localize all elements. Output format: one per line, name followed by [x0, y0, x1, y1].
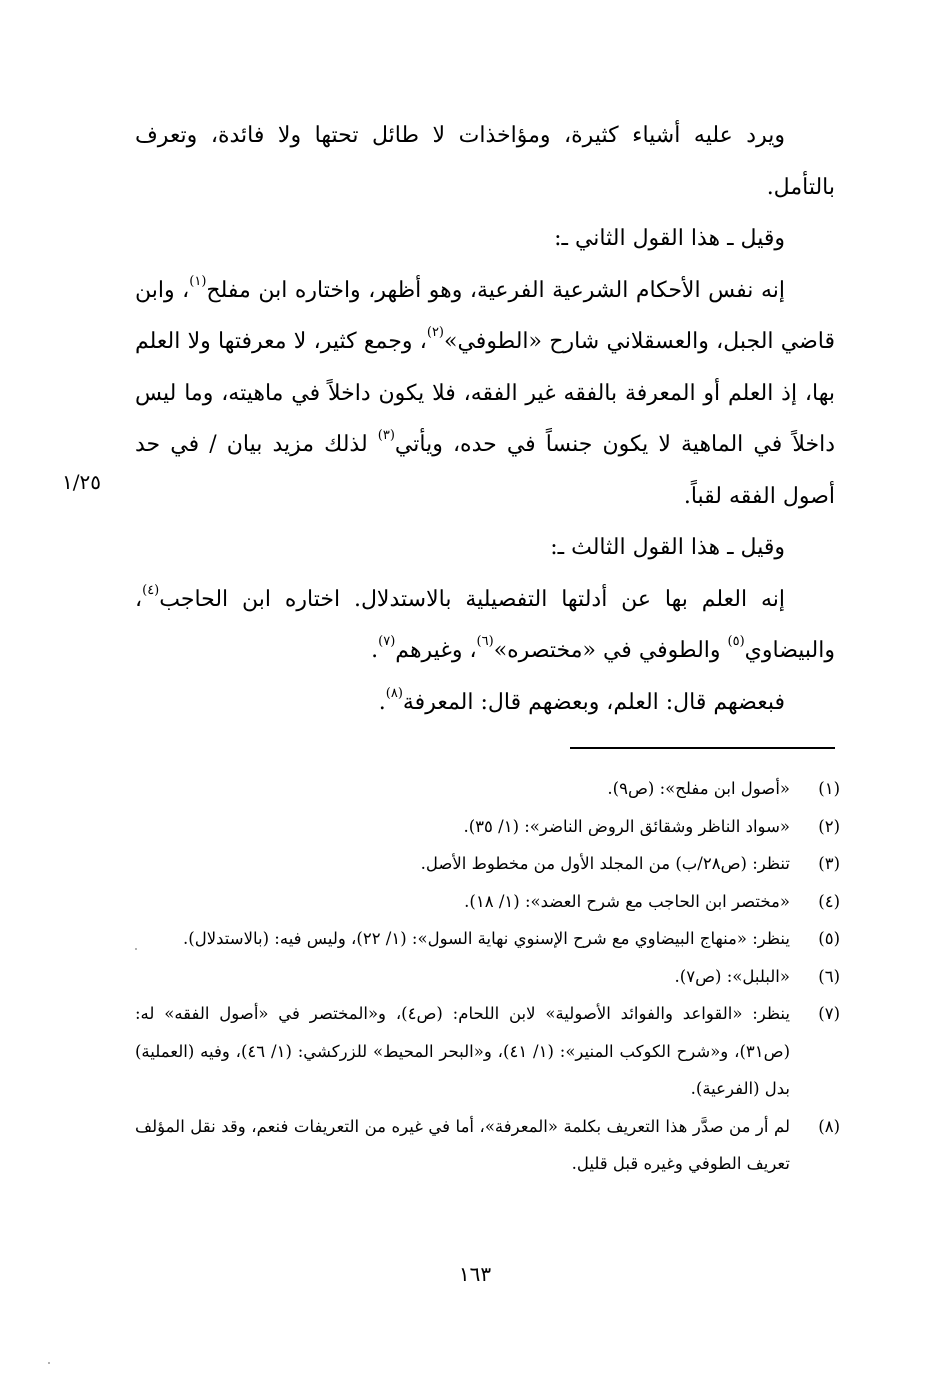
footnote-ref-3[interactable]: (٣): [377, 428, 395, 443]
footnote-number: (٧): [818, 1004, 840, 1023]
footnote-number: (٨): [818, 1116, 840, 1136]
footnote-number: (٤): [818, 891, 840, 911]
footnote-number: (٦): [818, 966, 840, 986]
footnote-number: (٢): [818, 816, 840, 836]
footnote-ref-1[interactable]: (١): [189, 273, 207, 289]
paragraph-2: [135, 213, 835, 265]
paragraph-5-text-d: ، وغيرهم: [395, 638, 477, 663]
footnote-item: [135, 845, 840, 883]
footnote-item: [135, 958, 840, 996]
footnote-text: «البلبل»: (ص٧).: [674, 966, 790, 986]
paragraph-4: [135, 522, 835, 574]
footnote-ref-8[interactable]: (٨): [385, 685, 403, 701]
paragraph-3-text-d: لذلك مزيد بيان / في حد أصول الفقه لقباً.: [135, 432, 835, 509]
page-number: ١٦٣: [458, 1262, 492, 1286]
paragraph-3-text-c: ، وجمع كثير، لا معرفتها ولا العلم بها، إذ العلم أو المعرفة بالفقه غير الفقه، فلا يكون داخلاً في ماهيته، وما ليس داخلاً في الماهية لا يكون جنساً في حده، ويأتي: [135, 329, 835, 457]
paragraph-6-text-a: فبعضهم قال: العلم، وبعضهم قال: المعرفة: [402, 689, 785, 715]
footnote-ref-2[interactable]: (٢): [426, 325, 444, 340]
paragraph-5: [135, 574, 835, 677]
footnote-ref-7[interactable]: (٧): [378, 634, 396, 649]
footnote-number: (٣): [818, 854, 840, 873]
paragraph-2-text: وقيل ـ هذا القول الثاني ـ:: [554, 226, 785, 251]
footnote-ref-6[interactable]: (٦): [476, 634, 494, 649]
footnote-text: «سواد الناظر وشقائق الروض الناضر»: (١/ ٣٥).: [463, 816, 790, 836]
footnote-text: تنظر: (ص٢٨/ب) من المجلد الأول من مخطوط الأصل.: [420, 854, 790, 873]
manuscript-folio-note: ١/٢٥: [62, 470, 101, 494]
scan-speck: [48, 1362, 50, 1364]
paragraph-6-text-b: .: [378, 689, 386, 715]
paragraph-3-text-a: إنه نفس الأحكام الشرعية الفرعية، وهو أظهر، واختاره ابن مفلح: [206, 277, 785, 303]
footnote-number: (١): [818, 779, 840, 798]
paragraph-4-text: وقيل ـ هذا القول الثالث ـ:: [550, 535, 785, 560]
footnote-text: ينظر: «منهاج البيضاوي مع شرح الإسنوي نهاية السول»: (١/ ٢٢)، وليس فيه: (بالاستدلال).: [183, 929, 790, 948]
footnote-item: [135, 995, 840, 1108]
paragraph-1-text: ويرد عليه أشياء كثيرة، ومؤاخذات لا طائل تحتها ولا فائدة، وتعرف بالتأمل.: [135, 123, 835, 200]
main-text: [135, 110, 835, 728]
paragraph-5-text-e: .: [371, 638, 379, 663]
scan-speck: [135, 948, 137, 950]
paragraph-5-text-a: إنه العلم بها عن أدلتها التفصيلية بالاستدلال. اختاره ابن الحاجب: [159, 586, 785, 612]
footnote-text: ينظر: «القواعد والفوائد الأصولية» لابن اللحام: (ص٤)، و«المختصر في «أصول الفقه» له: (ص٣١)، و«شرح الكوكب المنير»: (١/ ٤١)، و«البحر المحيط» للزركشي: (١/ ٤٦)، وفيه (العملية) بدل (الفرعية).: [135, 1004, 791, 1098]
footnote-item: [135, 770, 840, 808]
footnote-text: «أصول ابن مفلح»: (ص٩).: [607, 779, 790, 798]
footnotes: [135, 770, 840, 1183]
paragraph-5-text-c: والطوفي في «مختصره»: [493, 638, 728, 663]
footnote-ref-4[interactable]: (٤): [142, 582, 160, 598]
footnote-separator: [570, 747, 835, 749]
paragraph-1: [135, 110, 835, 213]
paragraph-5-text-b: ، والبيضاوي: [135, 586, 835, 663]
footnote-item: [135, 1108, 840, 1183]
footnote-ref-5[interactable]: (٥): [727, 634, 745, 649]
footnote-item: [135, 920, 840, 958]
paragraph-6: [135, 677, 835, 729]
footnote-item: [135, 883, 840, 921]
footnote-text: لم أر من صدَّر هذا التعريف بكلمة «المعرفة»، أما في غيره من التعريفات فنعم، وقد نقل المؤلف تعريف الطوفي وغيره قبل قليل.: [135, 1116, 790, 1173]
footnote-item: [135, 808, 840, 846]
footnote-number: (٥): [818, 929, 840, 948]
paragraph-3-text-b: ، وابن قاضي الجبل، والعسقلاني شارح «الطوفي»: [135, 277, 836, 354]
paragraph-3: [135, 265, 835, 523]
footnote-text: «مختصر ابن الحاجب مع شرح العضد»: (١/ ١٨).: [464, 891, 790, 911]
